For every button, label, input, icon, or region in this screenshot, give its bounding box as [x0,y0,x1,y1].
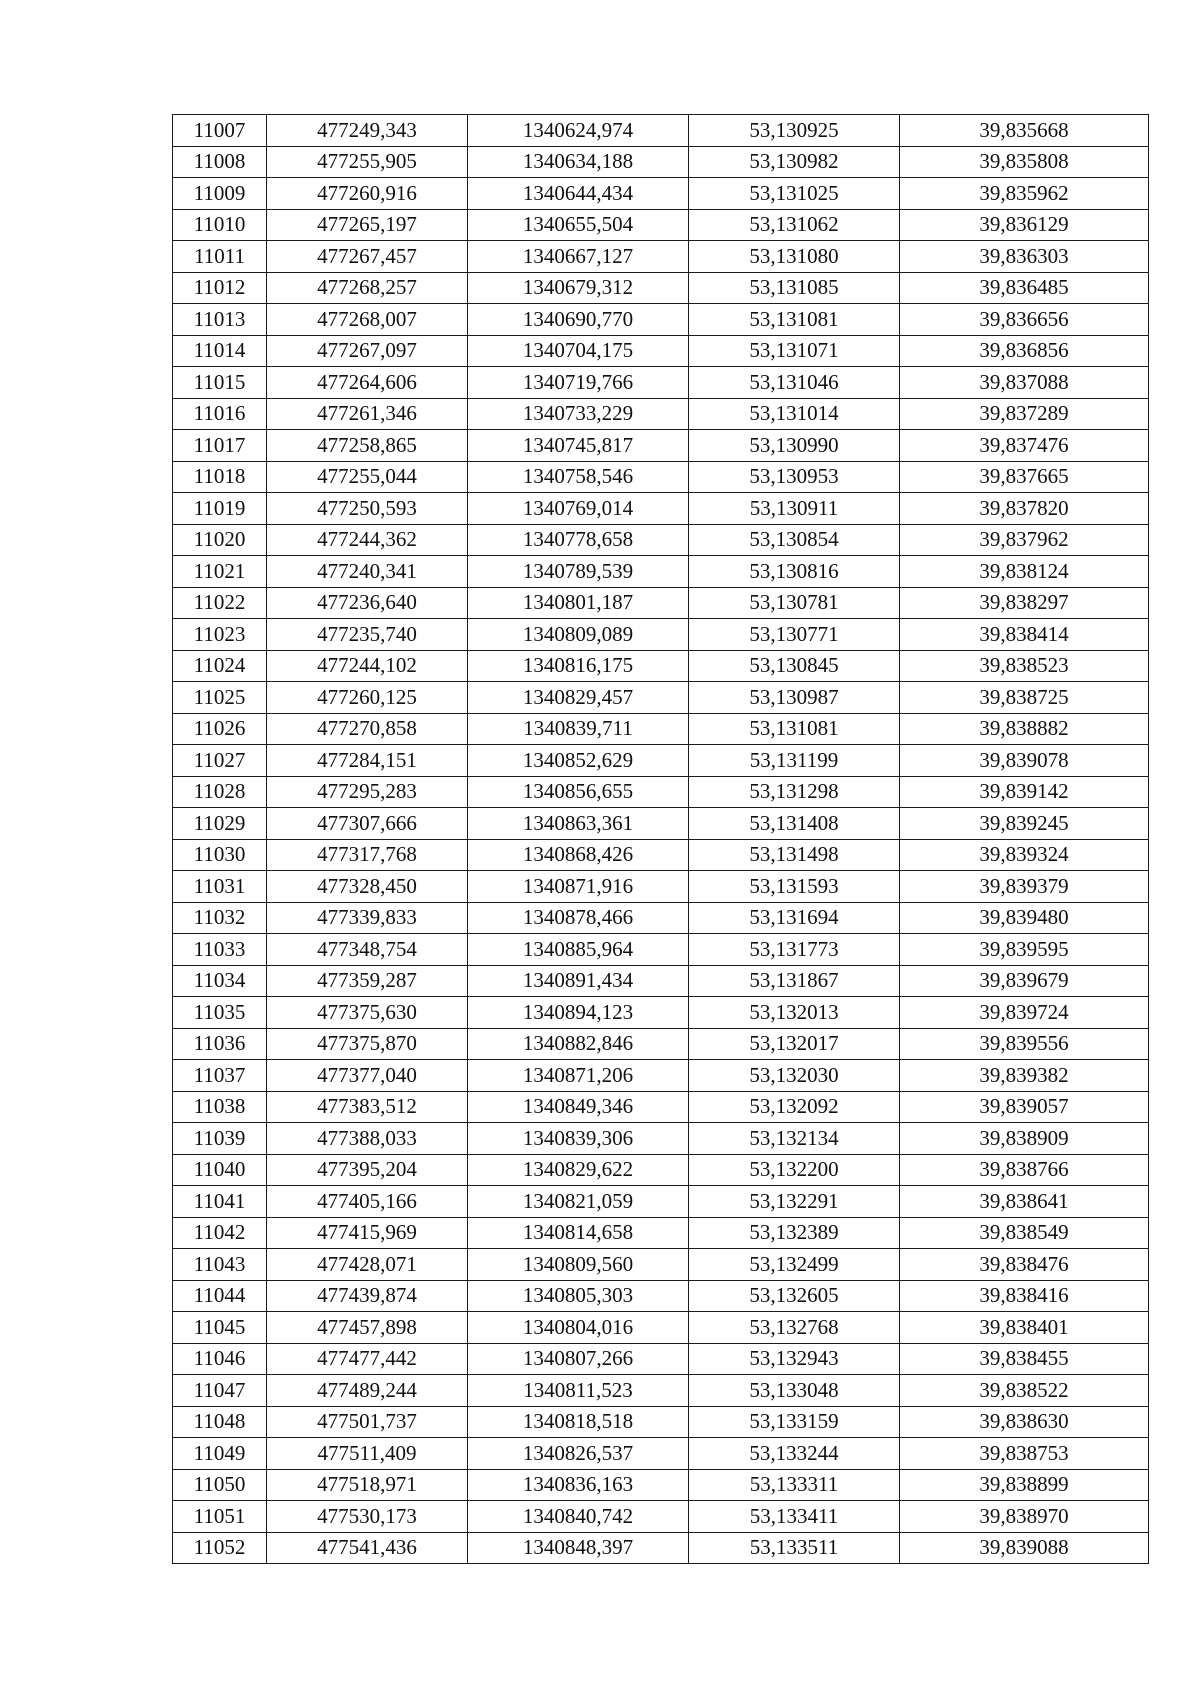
point-number-cell: 11045 [173,1312,267,1344]
table-row [173,619,1149,651]
y-coordinate-cell: 1340804,016 [468,1312,689,1344]
latitude-cell: 53,130781 [689,587,900,619]
y-coordinate-cell: 1340821,059 [468,1186,689,1218]
x-coordinate-cell: 477255,905 [267,146,468,178]
point-number-cell: 11049 [173,1438,267,1470]
longitude-cell: 39,839382 [900,1060,1149,1092]
latitude-cell: 53,133311 [689,1469,900,1501]
longitude-cell: 39,839057 [900,1091,1149,1123]
point-number-cell: 11041 [173,1186,267,1218]
longitude-cell: 39,837088 [900,367,1149,399]
x-coordinate-cell: 477284,151 [267,745,468,777]
x-coordinate-cell: 477317,768 [267,839,468,871]
y-coordinate-cell: 1340789,539 [468,556,689,588]
table-row [173,871,1149,903]
x-coordinate-cell: 477388,033 [267,1123,468,1155]
point-number-cell: 11034 [173,965,267,997]
longitude-cell: 39,839556 [900,1028,1149,1060]
x-coordinate-cell: 477415,969 [267,1217,468,1249]
longitude-cell: 39,838414 [900,619,1149,651]
y-coordinate-cell: 1340885,964 [468,934,689,966]
y-coordinate-cell: 1340704,175 [468,335,689,367]
latitude-cell: 53,131408 [689,808,900,840]
latitude-cell: 53,130845 [689,650,900,682]
table-row [173,1438,1149,1470]
y-coordinate-cell: 1340868,426 [468,839,689,871]
y-coordinate-cell: 1340863,361 [468,808,689,840]
x-coordinate-cell: 477339,833 [267,902,468,934]
y-coordinate-cell: 1340805,303 [468,1280,689,1312]
x-coordinate-cell: 477348,754 [267,934,468,966]
y-coordinate-cell: 1340894,123 [468,997,689,1029]
table-row [173,461,1149,493]
x-coordinate-cell: 477240,341 [267,556,468,588]
coordinates-table [172,114,1149,1564]
x-coordinate-cell: 477457,898 [267,1312,468,1344]
y-coordinate-cell: 1340829,622 [468,1154,689,1186]
longitude-cell: 39,838725 [900,682,1149,714]
y-coordinate-cell: 1340655,504 [468,209,689,241]
longitude-cell: 39,838124 [900,556,1149,588]
table-row [173,934,1149,966]
latitude-cell: 53,130925 [689,115,900,147]
longitude-cell: 39,839595 [900,934,1149,966]
longitude-cell: 39,839480 [900,902,1149,934]
table-row [173,1501,1149,1533]
table-row [173,556,1149,588]
point-number-cell: 11012 [173,272,267,304]
x-coordinate-cell: 477250,593 [267,493,468,525]
x-coordinate-cell: 477260,916 [267,178,468,210]
longitude-cell: 39,836303 [900,241,1149,273]
table-row [173,839,1149,871]
y-coordinate-cell: 1340644,434 [468,178,689,210]
longitude-cell: 39,838630 [900,1406,1149,1438]
y-coordinate-cell: 1340891,434 [468,965,689,997]
y-coordinate-cell: 1340816,175 [468,650,689,682]
table-row [173,335,1149,367]
point-number-cell: 11024 [173,650,267,682]
table-row [173,304,1149,336]
latitude-cell: 53,131298 [689,776,900,808]
y-coordinate-cell: 1340818,518 [468,1406,689,1438]
x-coordinate-cell: 477260,125 [267,682,468,714]
x-coordinate-cell: 477255,044 [267,461,468,493]
y-coordinate-cell: 1340871,206 [468,1060,689,1092]
point-number-cell: 11009 [173,178,267,210]
table-row [173,713,1149,745]
table-row [173,398,1149,430]
x-coordinate-cell: 477375,870 [267,1028,468,1060]
table-row [173,1375,1149,1407]
y-coordinate-cell: 1340690,770 [468,304,689,336]
longitude-cell: 39,836856 [900,335,1149,367]
latitude-cell: 53,131046 [689,367,900,399]
x-coordinate-cell: 477268,257 [267,272,468,304]
latitude-cell: 53,131081 [689,713,900,745]
point-number-cell: 11038 [173,1091,267,1123]
y-coordinate-cell: 1340811,523 [468,1375,689,1407]
longitude-cell: 39,835962 [900,178,1149,210]
latitude-cell: 53,131085 [689,272,900,304]
point-number-cell: 11040 [173,1154,267,1186]
latitude-cell: 53,132017 [689,1028,900,1060]
x-coordinate-cell: 477307,666 [267,808,468,840]
y-coordinate-cell: 1340778,658 [468,524,689,556]
longitude-cell: 39,837289 [900,398,1149,430]
latitude-cell: 53,133411 [689,1501,900,1533]
point-number-cell: 11016 [173,398,267,430]
longitude-cell: 39,839142 [900,776,1149,808]
table-row [173,776,1149,808]
latitude-cell: 53,132030 [689,1060,900,1092]
point-number-cell: 11027 [173,745,267,777]
longitude-cell: 39,835668 [900,115,1149,147]
longitude-cell: 39,839078 [900,745,1149,777]
latitude-cell: 53,131867 [689,965,900,997]
latitude-cell: 53,132134 [689,1123,900,1155]
longitude-cell: 39,839724 [900,997,1149,1029]
y-coordinate-cell: 1340758,546 [468,461,689,493]
y-coordinate-cell: 1340719,766 [468,367,689,399]
longitude-cell: 39,837962 [900,524,1149,556]
table-row [173,1343,1149,1375]
point-number-cell: 11048 [173,1406,267,1438]
latitude-cell: 53,132013 [689,997,900,1029]
table-row [173,745,1149,777]
table-row [173,650,1149,682]
y-coordinate-cell: 1340807,266 [468,1343,689,1375]
x-coordinate-cell: 477530,173 [267,1501,468,1533]
latitude-cell: 53,131199 [689,745,900,777]
latitude-cell: 53,133048 [689,1375,900,1407]
longitude-cell: 39,838522 [900,1375,1149,1407]
point-number-cell: 11023 [173,619,267,651]
longitude-cell: 39,838753 [900,1438,1149,1470]
x-coordinate-cell: 477375,630 [267,997,468,1029]
y-coordinate-cell: 1340634,188 [468,146,689,178]
x-coordinate-cell: 477501,737 [267,1406,468,1438]
point-number-cell: 11021 [173,556,267,588]
longitude-cell: 39,838455 [900,1343,1149,1375]
point-number-cell: 11033 [173,934,267,966]
latitude-cell: 53,130771 [689,619,900,651]
latitude-cell: 53,133244 [689,1438,900,1470]
latitude-cell: 53,132092 [689,1091,900,1123]
x-coordinate-cell: 477265,197 [267,209,468,241]
point-number-cell: 11018 [173,461,267,493]
table-row [173,241,1149,273]
y-coordinate-cell: 1340679,312 [468,272,689,304]
longitude-cell: 39,838549 [900,1217,1149,1249]
x-coordinate-cell: 477439,874 [267,1280,468,1312]
point-number-cell: 11043 [173,1249,267,1281]
latitude-cell: 53,131062 [689,209,900,241]
y-coordinate-cell: 1340840,742 [468,1501,689,1533]
x-coordinate-cell: 477518,971 [267,1469,468,1501]
y-coordinate-cell: 1340745,817 [468,430,689,462]
table-row [173,1249,1149,1281]
point-number-cell: 11044 [173,1280,267,1312]
longitude-cell: 39,836129 [900,209,1149,241]
point-number-cell: 11039 [173,1123,267,1155]
y-coordinate-cell: 1340624,974 [468,115,689,147]
y-coordinate-cell: 1340839,711 [468,713,689,745]
latitude-cell: 53,131025 [689,178,900,210]
y-coordinate-cell: 1340829,457 [468,682,689,714]
latitude-cell: 53,131593 [689,871,900,903]
latitude-cell: 53,131773 [689,934,900,966]
y-coordinate-cell: 1340733,229 [468,398,689,430]
latitude-cell: 53,130990 [689,430,900,462]
x-coordinate-cell: 477261,346 [267,398,468,430]
longitude-cell: 39,836656 [900,304,1149,336]
point-number-cell: 11017 [173,430,267,462]
latitude-cell: 53,130854 [689,524,900,556]
point-number-cell: 11025 [173,682,267,714]
x-coordinate-cell: 477258,865 [267,430,468,462]
longitude-cell: 39,837665 [900,461,1149,493]
point-number-cell: 11020 [173,524,267,556]
x-coordinate-cell: 477489,244 [267,1375,468,1407]
point-number-cell: 11037 [173,1060,267,1092]
table-row [173,997,1149,1029]
point-number-cell: 11022 [173,587,267,619]
latitude-cell: 53,130953 [689,461,900,493]
y-coordinate-cell: 1340769,014 [468,493,689,525]
point-number-cell: 11035 [173,997,267,1029]
x-coordinate-cell: 477267,097 [267,335,468,367]
longitude-cell: 39,839379 [900,871,1149,903]
y-coordinate-cell: 1340856,655 [468,776,689,808]
point-number-cell: 11007 [173,115,267,147]
x-coordinate-cell: 477235,740 [267,619,468,651]
latitude-cell: 53,132768 [689,1312,900,1344]
longitude-cell: 39,838899 [900,1469,1149,1501]
point-number-cell: 11026 [173,713,267,745]
table-row [173,430,1149,462]
point-number-cell: 11028 [173,776,267,808]
point-number-cell: 11042 [173,1217,267,1249]
latitude-cell: 53,132389 [689,1217,900,1249]
table-row [173,146,1149,178]
x-coordinate-cell: 477395,204 [267,1154,468,1186]
point-number-cell: 11010 [173,209,267,241]
table-row [173,493,1149,525]
longitude-cell: 39,837476 [900,430,1149,462]
longitude-cell: 39,835808 [900,146,1149,178]
table-row [173,1532,1149,1564]
x-coordinate-cell: 477328,450 [267,871,468,903]
y-coordinate-cell: 1340667,127 [468,241,689,273]
x-coordinate-cell: 477249,343 [267,115,468,147]
table-row [173,1154,1149,1186]
x-coordinate-cell: 477236,640 [267,587,468,619]
latitude-cell: 53,131694 [689,902,900,934]
table-row [173,1028,1149,1060]
longitude-cell: 39,838641 [900,1186,1149,1218]
latitude-cell: 53,131071 [689,335,900,367]
latitude-cell: 53,131014 [689,398,900,430]
latitude-cell: 53,132291 [689,1186,900,1218]
latitude-cell: 53,132943 [689,1343,900,1375]
point-number-cell: 11015 [173,367,267,399]
point-number-cell: 11052 [173,1532,267,1564]
y-coordinate-cell: 1340878,466 [468,902,689,934]
table-row [173,808,1149,840]
x-coordinate-cell: 477244,362 [267,524,468,556]
longitude-cell: 39,838909 [900,1123,1149,1155]
table-row [173,1060,1149,1092]
point-number-cell: 11036 [173,1028,267,1060]
latitude-cell: 53,133511 [689,1532,900,1564]
longitude-cell: 39,837820 [900,493,1149,525]
latitude-cell: 53,130982 [689,146,900,178]
point-number-cell: 11029 [173,808,267,840]
table-row [173,1469,1149,1501]
point-number-cell: 11030 [173,839,267,871]
y-coordinate-cell: 1340882,846 [468,1028,689,1060]
latitude-cell: 53,131498 [689,839,900,871]
x-coordinate-cell: 477377,040 [267,1060,468,1092]
point-number-cell: 11047 [173,1375,267,1407]
x-coordinate-cell: 477270,858 [267,713,468,745]
table-row [173,682,1149,714]
table-row [173,965,1149,997]
x-coordinate-cell: 477264,606 [267,367,468,399]
x-coordinate-cell: 477295,283 [267,776,468,808]
x-coordinate-cell: 477511,409 [267,1438,468,1470]
coordinates-table-body [173,115,1149,1564]
longitude-cell: 39,836485 [900,272,1149,304]
latitude-cell: 53,132499 [689,1249,900,1281]
longitude-cell: 39,838970 [900,1501,1149,1533]
y-coordinate-cell: 1340826,537 [468,1438,689,1470]
x-coordinate-cell: 477383,512 [267,1091,468,1123]
y-coordinate-cell: 1340836,163 [468,1469,689,1501]
y-coordinate-cell: 1340814,658 [468,1217,689,1249]
x-coordinate-cell: 477267,457 [267,241,468,273]
point-number-cell: 11032 [173,902,267,934]
longitude-cell: 39,838766 [900,1154,1149,1186]
table-row [173,1186,1149,1218]
table-row [173,178,1149,210]
latitude-cell: 53,131081 [689,304,900,336]
point-number-cell: 11008 [173,146,267,178]
longitude-cell: 39,838882 [900,713,1149,745]
y-coordinate-cell: 1340848,397 [468,1532,689,1564]
x-coordinate-cell: 477244,102 [267,650,468,682]
x-coordinate-cell: 477405,166 [267,1186,468,1218]
point-number-cell: 11019 [173,493,267,525]
table-row [173,587,1149,619]
y-coordinate-cell: 1340852,629 [468,745,689,777]
latitude-cell: 53,130911 [689,493,900,525]
point-number-cell: 11050 [173,1469,267,1501]
x-coordinate-cell: 477541,436 [267,1532,468,1564]
longitude-cell: 39,838401 [900,1312,1149,1344]
x-coordinate-cell: 477359,287 [267,965,468,997]
table-row [173,1123,1149,1155]
longitude-cell: 39,839679 [900,965,1149,997]
table-row [173,1091,1149,1123]
table-row [173,1406,1149,1438]
table-row [173,272,1149,304]
table-row [173,209,1149,241]
longitude-cell: 39,838297 [900,587,1149,619]
table-row [173,902,1149,934]
y-coordinate-cell: 1340871,916 [468,871,689,903]
latitude-cell: 53,133159 [689,1406,900,1438]
y-coordinate-cell: 1340849,346 [468,1091,689,1123]
longitude-cell: 39,838523 [900,650,1149,682]
longitude-cell: 39,839324 [900,839,1149,871]
table-row [173,115,1149,147]
y-coordinate-cell: 1340801,187 [468,587,689,619]
point-number-cell: 11014 [173,335,267,367]
latitude-cell: 53,132605 [689,1280,900,1312]
longitude-cell: 39,839088 [900,1532,1149,1564]
point-number-cell: 11031 [173,871,267,903]
y-coordinate-cell: 1340809,089 [468,619,689,651]
table-row [173,1217,1149,1249]
table-row [173,1280,1149,1312]
y-coordinate-cell: 1340809,560 [468,1249,689,1281]
x-coordinate-cell: 477428,071 [267,1249,468,1281]
latitude-cell: 53,131080 [689,241,900,273]
point-number-cell: 11013 [173,304,267,336]
x-coordinate-cell: 477268,007 [267,304,468,336]
point-number-cell: 11011 [173,241,267,273]
point-number-cell: 11046 [173,1343,267,1375]
latitude-cell: 53,130987 [689,682,900,714]
longitude-cell: 39,838416 [900,1280,1149,1312]
x-coordinate-cell: 477477,442 [267,1343,468,1375]
longitude-cell: 39,838476 [900,1249,1149,1281]
table-row [173,1312,1149,1344]
latitude-cell: 53,132200 [689,1154,900,1186]
table-row [173,524,1149,556]
point-number-cell: 11051 [173,1501,267,1533]
y-coordinate-cell: 1340839,306 [468,1123,689,1155]
table-row [173,367,1149,399]
latitude-cell: 53,130816 [689,556,900,588]
longitude-cell: 39,839245 [900,808,1149,840]
